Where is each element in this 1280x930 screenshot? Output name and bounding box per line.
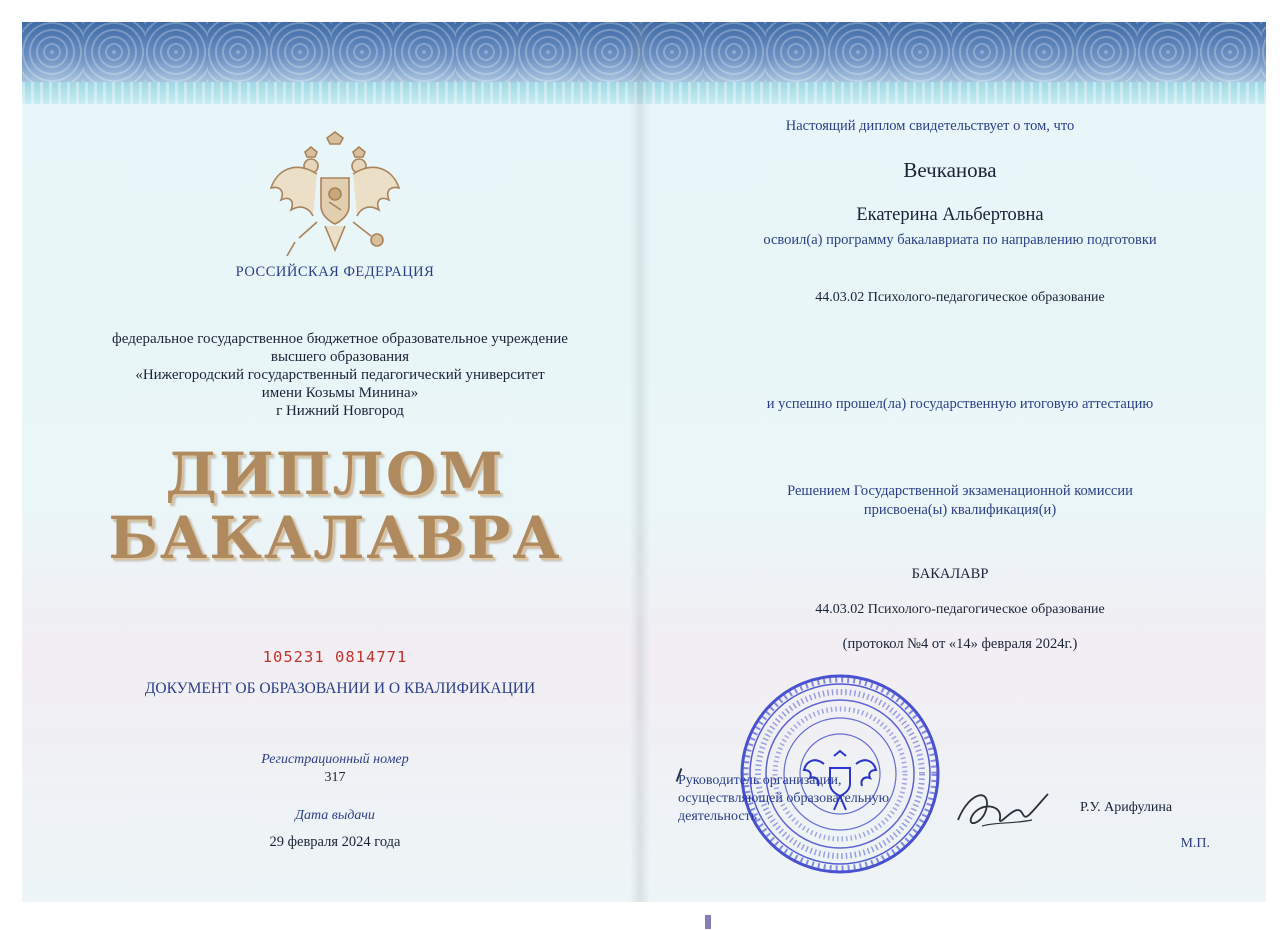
registration-number: 317 xyxy=(324,770,346,785)
registration-label: Регистрационный номер xyxy=(261,752,409,767)
qualification-program: 44.03.02 Психолого-педагогическое образование xyxy=(815,602,1105,617)
commission-decision xyxy=(700,482,1220,520)
institution-block xyxy=(60,330,620,420)
qualification: БАКАЛАВР xyxy=(911,566,989,582)
institution-line: имени Козьмы Минина» xyxy=(261,385,419,401)
diploma-title-line2: БАКАЛАВРА xyxy=(108,504,562,572)
official-seal-icon xyxy=(738,672,942,876)
center-fold xyxy=(630,22,650,902)
serial-number: 105231 0814771 xyxy=(262,648,408,666)
institution-line: федеральное государственное бюджетное образовательное учреждение xyxy=(112,331,568,347)
commission-decision-line: Решением Государственной экзаменационной комиссии xyxy=(787,483,1133,499)
head-label-line: осуществляющей образовательную xyxy=(678,791,890,806)
program-name: 44.03.02 Психолого-педагогическое образование xyxy=(815,290,1105,305)
country-name: РОССИЙСКАЯ ФЕДЕРАЦИЯ xyxy=(235,264,435,280)
commission-decision-line: присвоена(ы) квалификация(и) xyxy=(863,502,1057,518)
graduate-name: Екатерина Альбертовна xyxy=(856,205,1044,225)
stamp-place-label: М.П. xyxy=(1180,836,1210,851)
mastered-program-text: освоил(а) программу бакалавриата по направлению подготовки xyxy=(763,232,1157,248)
diploma-title-line1: ДИПЛОМ xyxy=(165,440,505,508)
head-label-line: деятельность xyxy=(678,809,758,824)
double-headed-eagle-icon xyxy=(265,130,405,260)
handwritten-signature-icon xyxy=(952,780,1052,840)
issue-date: 29 февраля 2024 года xyxy=(269,834,401,850)
document-type: ДОКУМЕНТ ОБ ОБРАЗОВАНИИ И О КВАЛИФИКАЦИИ xyxy=(144,680,536,697)
institution-city: г Нижний Новгород xyxy=(276,403,404,419)
graduate-surname: Вечканова xyxy=(903,158,997,182)
head-label-line: Руководитель организации, xyxy=(678,773,842,788)
issue-date-label: Дата выдачи xyxy=(295,808,375,823)
attestation-text: и успешно прошел(ла) государственную итоговую аттестацию xyxy=(766,396,1154,412)
institution-line: «Нижегородский государственный педагогический университет xyxy=(135,367,545,383)
protocol-reference: (протокол №4 от «14» февраля 2024г.) xyxy=(842,636,1078,652)
signer-name: Р.У. Арифулина xyxy=(1080,800,1173,815)
ink-stain xyxy=(705,915,711,929)
certification-intro: Настоящий диплом свидетельствует о том, что xyxy=(785,118,1075,134)
institution-line: высшего образования xyxy=(270,349,410,365)
